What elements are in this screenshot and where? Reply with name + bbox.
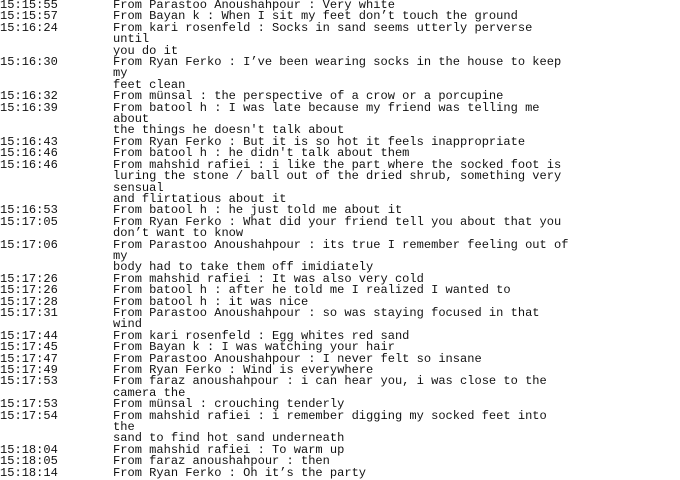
message-text: From Ryan Ferko : But it is so hot it feels inappropriate [113, 134, 526, 149]
message-timestamp: 15:17:28 [0, 294, 58, 309]
message-timestamp: 15:17:49 [0, 363, 58, 377]
message-timestamp: 15:17:47 [0, 351, 58, 366]
message-text: From batool h : I was late because my friend was telling me about the things he doesn't talk about [113, 100, 540, 138]
message-text: From faraz anoushahpour : i can hear you, i was close to the camera the [113, 374, 547, 400]
chat-message [0, 157, 680, 206]
message-text: From kari rosenfeld : Egg whites red sand [113, 328, 410, 343]
chat-message [0, 237, 680, 275]
message-text: From Parastoo Anoushahpour : its true I remember feeling out of my body had to take them off imidiately [113, 237, 569, 275]
chat-message [0, 305, 680, 332]
message-timestamp: 15:18:14 [0, 465, 58, 480]
chat-message [0, 408, 680, 446]
message-text: From Parastoo Anoushahpour : Very white [113, 0, 395, 12]
message-text: From mahshid rafiei : It was also very cold [113, 271, 424, 286]
message-timestamp: 15:17:26 [0, 283, 58, 298]
message-timestamp: 15:17:06 [0, 237, 58, 252]
message-text: From mahshid rafiei : i remember digging my socked feet into the sand to find hot sand underneath [113, 408, 547, 446]
message-timestamp: 15:17:26 [0, 271, 58, 286]
message-timestamp: 15:16:24 [0, 20, 58, 35]
message-timestamp: 15:16:53 [0, 203, 58, 218]
message-timestamp: 15:17:53 [0, 374, 58, 389]
message-timestamp: 15:16:32 [0, 89, 58, 104]
message-timestamp: 15:16:43 [0, 134, 58, 149]
chat-message [0, 376, 680, 399]
message-text: From batool h : he just told me about it [113, 203, 403, 218]
message-timestamp: 15:16:46 [0, 157, 58, 172]
message-timestamp: 15:17:53 [0, 397, 58, 412]
message-text: From faraz anoushahpour : then [113, 454, 330, 469]
message-text: From kari rosenfeld : Socks in sand seems utterly perverse until you do it [113, 20, 533, 58]
message-timestamp: 15:16:39 [0, 100, 58, 115]
message-timestamp: 15:17:44 [0, 328, 58, 343]
message-text: From batool h : after he told me I realized I wanted to [113, 283, 511, 298]
message-timestamp: 15:17:31 [0, 305, 58, 320]
message-text: From Bayan k : When I sit my feet don’t touch the ground [113, 9, 518, 24]
chat-message [0, 465, 680, 480]
chat-message [0, 442, 680, 457]
message-text: From Bayan k : I was watching your hair [113, 340, 395, 355]
message-timestamp: 15:15:57 [0, 9, 58, 24]
message-timestamp: 15:17:05 [0, 214, 58, 229]
message-text: From Parastoo Anoushahpour : so was staying focused in that wind [113, 305, 547, 332]
message-text: From münsal : the perspective of a crow or a porcupine [113, 89, 504, 104]
message-text: From batool h : he didn't talk about them [113, 146, 410, 161]
chat-message [0, 100, 680, 138]
message-text: From Parastoo Anoushahpour : I never felt so insane [113, 351, 482, 366]
message-text: From Ryan Ferko : Oh it’s the party [113, 465, 367, 480]
message-text: From batool h : it was nice [113, 294, 309, 309]
chat-message [0, 285, 680, 296]
message-timestamp: 15:17:45 [0, 340, 58, 355]
message-text: From münsal : crouching tenderly [113, 397, 345, 412]
message-text: From Ryan Ferko : What did your friend tell you about that you don’t want to know [113, 214, 562, 241]
message-text: From mahshid rafiei : i like the part where the socked foot is luring the stone / ball out of the dried shrub, something very sensual and flirtatious about it [113, 157, 562, 206]
message-timestamp: 15:15:55 [0, 0, 58, 12]
message-timestamp: 15:18:04 [0, 442, 58, 457]
message-timestamp: 15:17:54 [0, 408, 58, 423]
chat-message [0, 214, 680, 241]
message-timestamp: 15:16:46 [0, 146, 58, 161]
message-timestamp: 15:16:30 [0, 55, 58, 70]
chat-message [0, 20, 680, 58]
message-timestamp: 15:18:05 [0, 454, 58, 469]
message-text: From Ryan Ferko : I’ve been wearing socks in the house to keep my feet clean [113, 55, 562, 92]
message-text: From Ryan Ferko : Wind is everywhere [113, 363, 374, 377]
message-text: From mahshid rafiei : To warm up [113, 442, 345, 457]
chat-message [0, 57, 680, 91]
